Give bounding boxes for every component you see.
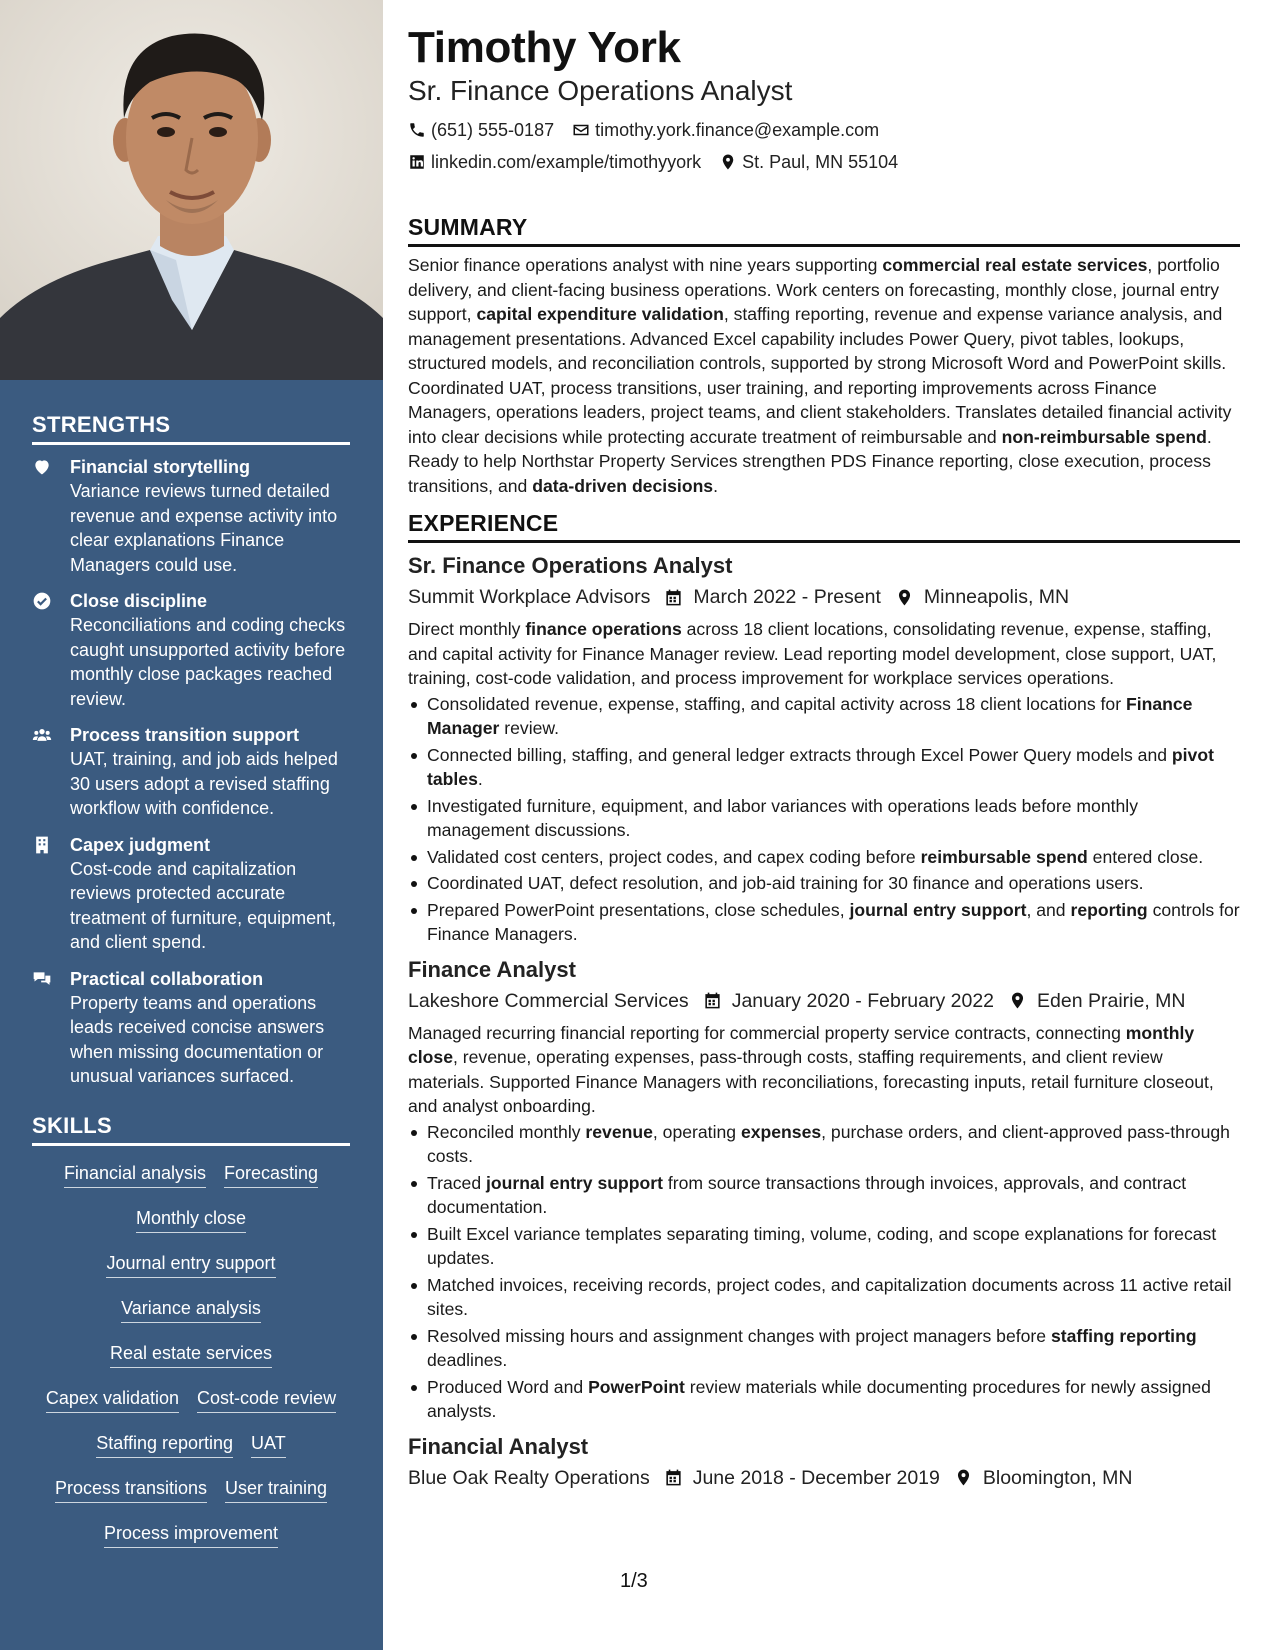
text-run: , purchase orders, and client-approved pass-through costs. xyxy=(427,1121,1230,1166)
bullet-item xyxy=(408,743,1240,792)
job-entry xyxy=(408,955,1240,1424)
strength-title: Process transition support xyxy=(70,725,300,745)
bold-text: journal entry support xyxy=(849,899,1027,920)
experience-list xyxy=(408,551,1240,1494)
skill-tag: User training xyxy=(225,1477,327,1503)
text-run: from source transactions through invoices, approvals, and contract documentation. xyxy=(427,1172,1187,1217)
bullet-item xyxy=(408,898,1240,947)
phone-text: (651) 555-0187 xyxy=(431,120,555,140)
skill-tag: Process transitions xyxy=(55,1477,207,1503)
bold-text: revenue xyxy=(585,1121,653,1142)
job-title: Sr. Finance Operations Analyst xyxy=(408,553,733,578)
strength-item xyxy=(32,455,350,577)
skill-row xyxy=(32,1199,350,1244)
job-location-text: Minneapolis, MN xyxy=(923,586,1070,608)
text-run: , operating xyxy=(652,1121,741,1142)
text-run: , revenue, operating expenses, pass-through costs, staffing requirements, and client review materials. Supported Finance Managers with reconciliations, forecasting inputs, retail furniture closeout, and analyst onboarding. xyxy=(408,1047,1214,1116)
job-meta xyxy=(408,985,1240,1017)
bullet-item xyxy=(408,1273,1240,1322)
job-entry xyxy=(408,1432,1240,1494)
job-meta xyxy=(408,1462,1240,1494)
text-run: , portfolio delivery, and client-facing business operations. Work centers on forecasting, monthly close, journal entry support, xyxy=(408,255,1220,324)
location-contact xyxy=(719,146,898,178)
job-bullets xyxy=(408,692,1240,947)
bullet-item xyxy=(408,794,1240,843)
portrait-image xyxy=(0,0,383,380)
text-run: Matched invoices, receiving records, project codes, and capitalization documents across 11 active retail sites. xyxy=(427,1274,1232,1319)
bold-text: PowerPoint xyxy=(588,1376,685,1397)
job-summary xyxy=(408,617,1240,691)
text-run: Coordinated UAT, defect resolution, and job-aid training for 30 finance and operations users. xyxy=(427,873,1144,893)
bold-text: staffing reporting xyxy=(1050,1325,1197,1346)
skill-row xyxy=(32,1514,350,1559)
job-bullets xyxy=(408,1120,1240,1424)
experience-heading: EXPERIENCE xyxy=(408,508,1240,543)
skill-tag: Financial analysis xyxy=(64,1162,206,1188)
bold-text: Finance Manager xyxy=(427,693,1193,738)
company-name: Blue Oak Realty Operations xyxy=(408,1466,650,1489)
map-marker-icon xyxy=(1008,991,1027,1010)
bullet-item xyxy=(408,1375,1240,1424)
strength-item xyxy=(32,833,350,955)
bold-text: non-reimbursable spend xyxy=(1001,426,1207,447)
job-summary xyxy=(408,1021,1240,1119)
strength-title: Practical collaboration xyxy=(70,968,264,989)
text-run: Reconciled monthly xyxy=(427,1121,586,1142)
job-location xyxy=(954,1462,1133,1494)
job-dates-text: June 2018 - December 2019 xyxy=(692,1466,940,1489)
skill-tag: Journal entry support xyxy=(106,1252,275,1278)
calendar-icon xyxy=(664,1468,683,1487)
strength-title: Capex judgment xyxy=(70,834,211,855)
summary-heading: SUMMARY xyxy=(408,212,1240,247)
job-dates xyxy=(664,1462,940,1494)
text-run: Investigated furniture, equipment, and labor variances with operations leads before monthly management discussions. xyxy=(427,795,1139,840)
strength-text xyxy=(70,723,350,821)
check-circle-icon xyxy=(32,589,70,711)
strength-title: Financial storytelling xyxy=(70,457,251,477)
map-marker-icon xyxy=(954,1468,973,1487)
skill-tag: Staffing reporting xyxy=(96,1432,233,1458)
bullet-item xyxy=(408,871,1240,896)
text-run: across 18 client locations, consolidating revenue, expense, staffing, and capital activity for Finance Manager review. Lead reporting model development, close support, UAT, training, cost-code validation, and process improvement for workplace services operations. xyxy=(408,619,1217,688)
contact-line-2 xyxy=(408,146,1240,178)
building-icon xyxy=(32,833,70,955)
bullet-item xyxy=(408,845,1240,870)
bullet-item xyxy=(408,1222,1240,1271)
bullet-item xyxy=(408,692,1240,741)
skill-tag: Process improvement xyxy=(104,1522,278,1548)
skill-tag: Real estate services xyxy=(110,1342,272,1368)
text-run: entered close. xyxy=(1087,846,1204,867)
text-run: Validated cost centers, project codes, and capex coding before xyxy=(427,846,921,867)
job-meta xyxy=(408,581,1240,613)
text-run: Traced xyxy=(427,1172,486,1193)
sidebar xyxy=(0,0,383,1650)
text-run: review. xyxy=(499,718,560,738)
job-location-text: Eden Prairie, MN xyxy=(1037,989,1186,1012)
job-title: Finance Analyst xyxy=(408,956,576,982)
skill-row xyxy=(32,1379,350,1424)
text-run: . xyxy=(477,769,483,789)
bold-text: capital expenditure validation xyxy=(476,304,724,324)
calendar-icon xyxy=(703,991,722,1010)
skill-tag: Cost-code review xyxy=(197,1387,336,1413)
summary-paragraph xyxy=(408,253,1240,498)
candidate-name: Timothy York xyxy=(408,23,681,72)
strength-item xyxy=(32,967,350,1089)
bold-text: pivot tables xyxy=(427,744,1214,789)
strength-title: Close discipline xyxy=(70,591,208,611)
text-run: Senior finance operations analyst with nine years supporting xyxy=(408,255,883,275)
text-run: . Ready to help Northstar Property Services strengthen PDS Finance reporting, close execution, process transitions, and xyxy=(408,426,1212,496)
skills-list xyxy=(32,1154,350,1559)
envelope-icon xyxy=(572,121,590,139)
location-text: St. Paul, MN 55104 xyxy=(742,152,899,172)
company-name: Lakeshore Commercial Services xyxy=(408,989,689,1012)
skill-tag: Capex validation xyxy=(46,1387,179,1413)
skill-row xyxy=(32,1244,350,1289)
strength-text xyxy=(70,589,350,711)
strength-text xyxy=(70,833,350,955)
bold-text: monthly close xyxy=(408,1022,1195,1067)
text-run: Prepared PowerPoint presentations, close schedules, xyxy=(427,899,850,920)
text-run: , and xyxy=(1026,899,1071,920)
text-run: Produced Word and xyxy=(427,1376,589,1397)
text-run: deadlines. xyxy=(427,1350,508,1370)
job-dates-text: March 2022 - Present xyxy=(693,586,881,608)
comments-icon xyxy=(32,967,70,1089)
text-run: review materials while documenting procedures for newly assigned analysts. xyxy=(427,1376,1211,1421)
skill-row xyxy=(32,1469,350,1514)
text-run: Consolidated revenue, expense, staffing, and capital activity across 18 client locations for xyxy=(427,693,1126,714)
calendar-icon xyxy=(664,588,683,607)
strength-text xyxy=(70,967,350,1089)
strength-item xyxy=(32,589,350,711)
strength-item xyxy=(32,723,350,821)
main-content xyxy=(408,22,1240,1498)
contact-line-1 xyxy=(408,114,1240,146)
job-location xyxy=(1008,985,1185,1017)
strength-description: Cost-code and capitalization reviews protected accurate treatment of furniture, equipment, and client spend. xyxy=(70,858,337,952)
strength-description: UAT, training, and job aids helped 30 users adopt a revised staffing workflow with confidence. xyxy=(70,749,338,818)
bold-text: finance operations xyxy=(525,619,682,639)
bold-text: expenses xyxy=(740,1121,822,1142)
bold-text: journal entry support xyxy=(486,1172,663,1193)
linkedin-contact[interactable] xyxy=(408,146,701,178)
job-title: Financial Analyst xyxy=(408,1433,589,1459)
skill-row xyxy=(32,1289,350,1334)
bold-text: reimbursable spend xyxy=(920,846,1088,867)
strength-description: Property teams and operations leads received concise answers when missing documentation or unusual variances surfaced. xyxy=(70,992,325,1086)
text-run: Managed recurring financial reporting for commercial property service contracts, connecting xyxy=(408,1022,1126,1043)
text-run: , staffing reporting, revenue and expense variance analysis, and management presentations. Advanced Excel capability includes Power Query, pivot tables, lookups, structured models, and reconciliation controls, supported by strong Microsoft Word and PowerPoint skills. Coordinated UAT, process transitions, user training, and reporting improvements across Finance Managers, operations leaders, project teams, and client stakeholders. Translates detailed financial activity into clear decisions while protecting accurate treatment of reimbursable and xyxy=(408,304,1232,447)
text-run: controls for Finance Managers. xyxy=(427,899,1240,944)
email-text: timothy.york.finance@example.com xyxy=(595,120,880,140)
bold-text: reporting xyxy=(1070,899,1148,920)
skill-tag: Forecasting xyxy=(224,1162,318,1188)
job-entry xyxy=(408,551,1240,947)
bold-text: commercial real estate services xyxy=(882,255,1148,275)
bullet-item xyxy=(408,1171,1240,1220)
text-run: Resolved missing hours and assignment changes with project managers before xyxy=(427,1325,1051,1346)
text-run: Direct monthly xyxy=(408,619,526,639)
skills-heading: SKILLS xyxy=(32,1113,350,1146)
linkedin-text: linkedin.com/example/timothyyork xyxy=(431,152,702,172)
sidebar-content xyxy=(32,412,350,1559)
job-dates xyxy=(664,581,881,613)
candidate-title: Sr. Finance Operations Analyst xyxy=(408,75,793,106)
linkedin-icon xyxy=(408,153,426,171)
skill-row xyxy=(32,1424,350,1469)
strengths-list xyxy=(32,455,350,1089)
strengths-heading: STRENGTHS xyxy=(32,412,350,445)
bullet-item xyxy=(408,1120,1240,1169)
company-name: Summit Workplace Advisors xyxy=(408,586,651,608)
bold-text: data-driven decisions xyxy=(532,475,714,496)
text-run: Connected billing, staffing, and general ledger extracts through Excel Power Query models and xyxy=(427,744,1172,765)
skill-tag: Monthly close xyxy=(136,1207,246,1233)
map-marker-icon xyxy=(895,588,914,607)
bullet-item xyxy=(408,1324,1240,1373)
page-number: 1/3 xyxy=(620,1570,648,1592)
skill-tag: UAT xyxy=(251,1432,286,1458)
job-dates xyxy=(703,985,994,1017)
text-run: . xyxy=(713,475,718,496)
skill-row xyxy=(32,1334,350,1379)
phone-contact[interactable] xyxy=(408,114,554,146)
job-location xyxy=(895,581,1069,613)
heart-icon xyxy=(32,455,70,577)
strength-description: Reconciliations and coding checks caught unsupported activity before monthly close packages reached review. xyxy=(70,615,346,709)
strength-text xyxy=(70,455,350,577)
skill-row xyxy=(32,1154,350,1199)
map-marker-icon xyxy=(719,153,737,171)
text-run: Built Excel variance templates separating timing, volume, coding, and scope explanations for forecast updates. xyxy=(427,1223,1217,1268)
skill-tag: Variance analysis xyxy=(121,1297,261,1323)
phone-icon xyxy=(408,121,426,139)
job-dates-text: January 2020 - February 2022 xyxy=(731,989,995,1012)
email-contact[interactable] xyxy=(572,114,879,146)
profile-photo xyxy=(0,0,383,380)
users-icon xyxy=(32,723,70,821)
strength-description: Variance reviews turned detailed revenue and expense activity into clear explanations Finance Managers could use. xyxy=(70,481,338,575)
job-location-text: Bloomington, MN xyxy=(982,1466,1133,1489)
